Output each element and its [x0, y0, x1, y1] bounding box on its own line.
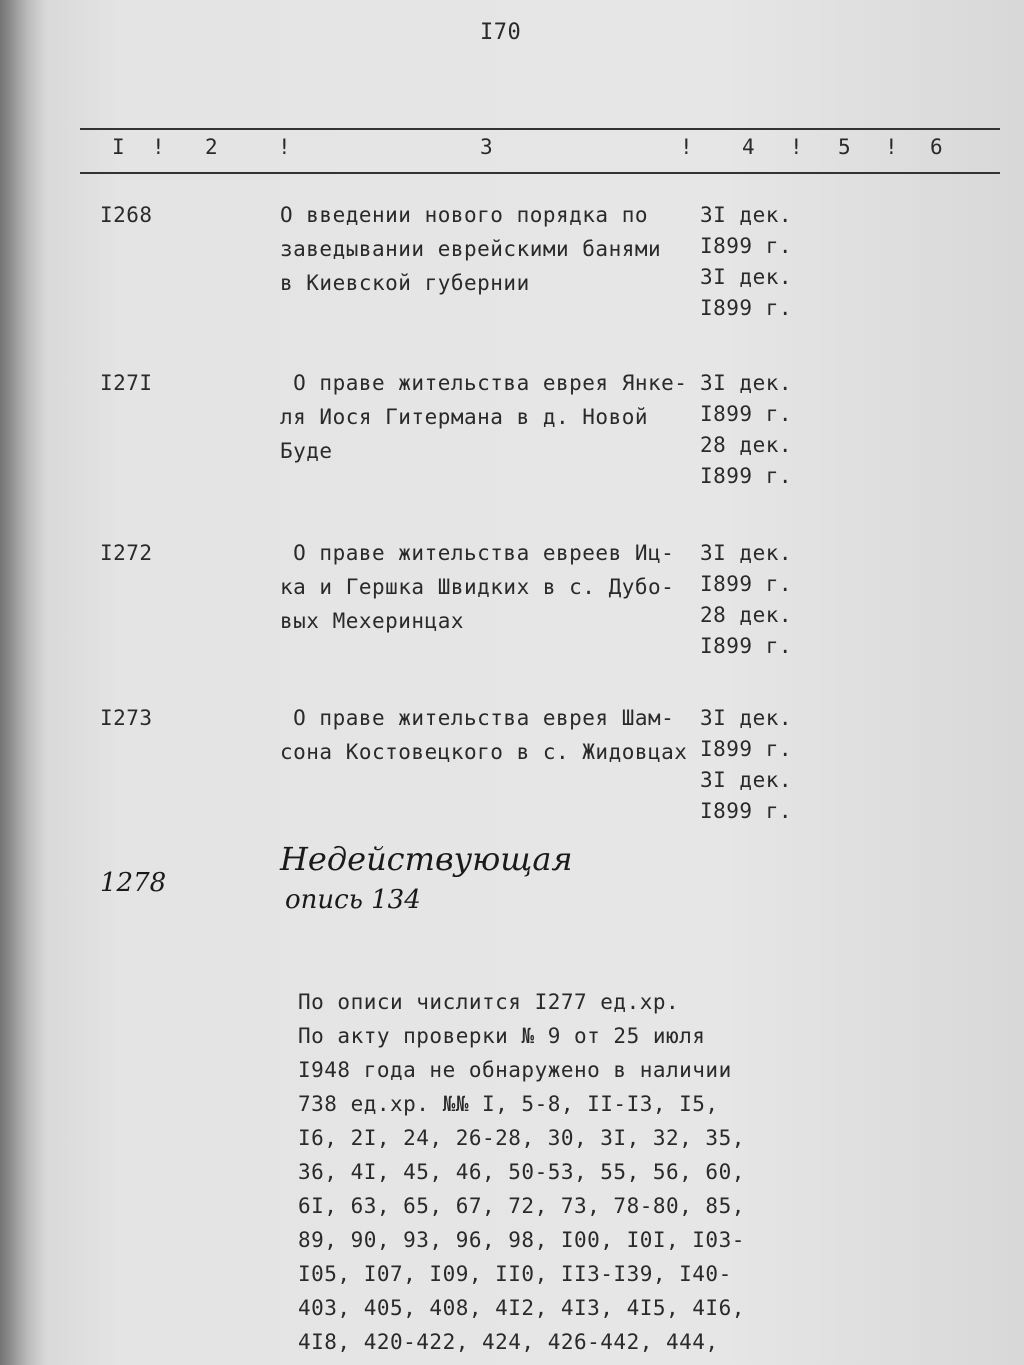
entry-description-line: О праве жительства еврея Шам-: [280, 706, 675, 730]
entry-date-line: I899 г.: [700, 464, 793, 488]
column-separator: !: [790, 135, 804, 159]
entry-description-line: О праве жительства евреев Иц-: [280, 541, 675, 565]
entry-date-line: 3I дек.: [700, 371, 793, 395]
entry-date-line: I899 г.: [700, 402, 793, 426]
entry-description-line: О праве жительства еврея Янке-: [280, 371, 688, 395]
entry-description-line: О введении нового порядка по: [280, 203, 649, 227]
column-separator: !: [152, 135, 166, 159]
column-separator: !: [680, 135, 694, 159]
entry-description-line: ка и Гершка Швидких в с. Дубо-: [280, 575, 675, 599]
handwritten-note-line1: Недействующая: [280, 840, 573, 878]
column-separator: !: [278, 135, 292, 159]
summary-line: I948 года не обнаружено в наличии: [298, 1058, 732, 1082]
entry-description-line: ля Иося Гитермана в д. Новой: [280, 405, 649, 429]
entry-date-line: 28 дек.: [700, 433, 793, 457]
entry-description-line: вых Мехеринцах: [280, 609, 465, 633]
summary-line: I6, 2I, 24, 26-28, 30, 3I, 32, 35,: [298, 1126, 745, 1150]
entry-date-line: 3I дек.: [700, 203, 793, 227]
summary-line: I05, I07, I09, II0, II3-I39, I40-: [298, 1262, 732, 1286]
summary-line: 89, 90, 93, 96, 98, I00, I0I, I03-: [298, 1228, 745, 1252]
entry-date-line: 3I дек.: [700, 768, 793, 792]
entry-description-line: Буде: [280, 439, 333, 463]
entry-date-line: I899 г.: [700, 634, 793, 658]
summary-line: По описи числится I277 ед.хр.: [298, 990, 680, 1014]
entry-date-line: 3I дек.: [700, 541, 793, 565]
entry-date-line: 3I дек.: [700, 706, 793, 730]
column-header-label: 4: [742, 135, 756, 159]
column-header-label: I: [112, 135, 126, 159]
column-separator: !: [885, 135, 899, 159]
header-top-rule: [80, 128, 1000, 130]
summary-line: 6I, 63, 65, 67, 72, 73, 78-80, 85,: [298, 1194, 745, 1218]
entry-date-line: I899 г.: [700, 234, 793, 258]
summary-line: 36, 4I, 45, 46, 50-53, 55, 56, 60,: [298, 1160, 745, 1184]
entry-date-line: 28 дек.: [700, 603, 793, 627]
summary-line: 4I8, 420-422, 424, 426-442, 444,: [298, 1330, 719, 1354]
entry-description-line: в Киевской губернии: [280, 271, 530, 295]
entry-date-line: I899 г.: [700, 799, 793, 823]
column-header-label: 3: [480, 135, 494, 159]
entry-date-line: I899 г.: [700, 296, 793, 320]
header-bottom-rule: [80, 172, 1000, 174]
entry-date-line: I899 г.: [700, 737, 793, 761]
entry-description-line: сона Костовецкого в с. Жидовцах: [280, 740, 688, 764]
summary-block: [298, 985, 745, 1359]
entry-date-line: 3I дек.: [700, 265, 793, 289]
entry-number: I27I: [100, 371, 153, 395]
handwritten-note-line2: опись 134: [285, 885, 421, 915]
column-header-label: 6: [930, 135, 944, 159]
handwritten-number: 1278: [100, 868, 167, 898]
page-number: I70: [480, 20, 522, 45]
column-header-label: 2: [205, 135, 219, 159]
binding-shadow: [0, 0, 48, 1365]
column-header-label: 5: [838, 135, 852, 159]
summary-line: 403, 405, 408, 4I2, 4I3, 4I5, 4I6,: [298, 1296, 745, 1320]
entry-number: I268: [100, 203, 153, 227]
entry-description-line: заведывании еврейскими банями: [280, 237, 662, 261]
summary-line: 738 ед.хр. №№ I, 5-8, II-I3, I5,: [298, 1092, 719, 1116]
summary-line: По акту проверки № 9 от 25 июля: [298, 1024, 706, 1048]
entry-number: I272: [100, 541, 153, 565]
entry-number: I273: [100, 706, 153, 730]
entry-date-line: I899 г.: [700, 572, 793, 596]
